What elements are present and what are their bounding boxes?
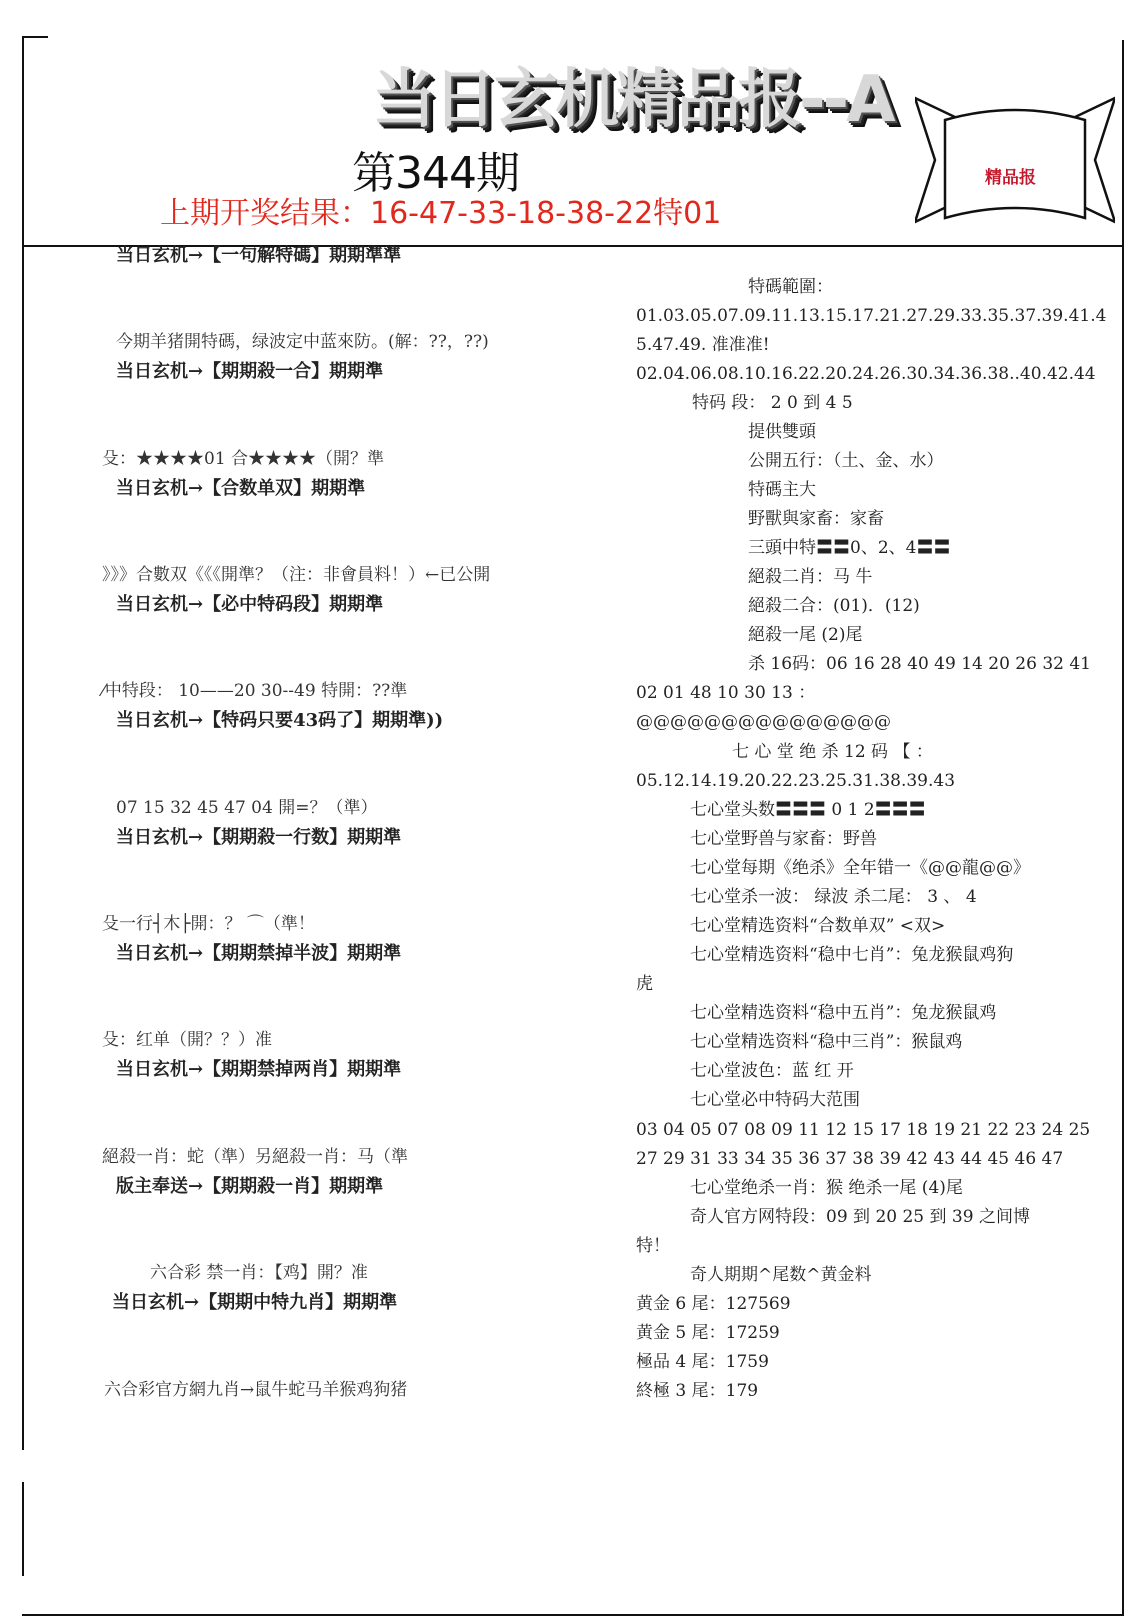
text-line: 絕殺一尾 (2)尾: [748, 625, 863, 645]
section-content: 六合彩官方網九肖→鼠牛蛇马羊猴鸡狗猪: [104, 1380, 408, 1400]
section-content: 》》》合數双《《《開準？（注：非會員料！）←已公開: [102, 565, 491, 585]
text-line: 提供雙頭: [748, 422, 816, 442]
banner-title: 当日玄机精品报--A: [372, 63, 893, 137]
text-line: 七心堂绝杀一肖：猴 绝杀一尾 (4)尾: [690, 1178, 963, 1198]
page-frame-gap: [18, 1450, 28, 1482]
text-line: 三頭中特〓〓0、2、4〓〓: [748, 538, 951, 558]
text-line: 虎: [636, 974, 653, 994]
section-heading: 当日玄机→【期期殺一行数】期期準: [116, 827, 402, 848]
text-line: 七心堂波色：蓝 红 开: [690, 1061, 854, 1081]
text-line: 03 04 05 07 08 09 11 12 15 17 18 19 21 22 23 24 25: [636, 1120, 1091, 1140]
text-line: 特！: [636, 1236, 670, 1256]
text-line: 野獸與家畜：家畜: [748, 509, 884, 529]
text-line: 七心堂杀一波： 绿波 杀二尾： 3 、 4: [690, 887, 977, 907]
section-heading: 当日玄机→【特码只要43码了】期期準)): [116, 710, 444, 731]
text-line: 特码 段： 2 0 到 4 5: [692, 393, 853, 413]
text-line: 七心堂精选资料“稳中三肖”：猴鼠鸡: [690, 1032, 963, 1052]
ribbon-icon: [915, 90, 1115, 230]
text-line: 02.04.06.08.10.16.22.20.24.26.30.34.36.38..40.42.44: [636, 364, 1096, 384]
section-heading: 当日玄机→【期期殺一合】期期準: [116, 361, 384, 382]
issue-number: 第344期: [352, 148, 519, 199]
text-line: 01.03.05.07.09.11.13.15.17.21.27.29.33.35.37.39.41.4: [636, 306, 1107, 326]
text-line: 5.47.49. 准准准!: [636, 335, 770, 355]
section-content: 07 15 32 45 47 04 開=？（準）: [116, 798, 378, 818]
section-content: 絕殺一肖：蛇（準）另絕殺一肖：马（準: [102, 1147, 408, 1167]
page-frame-left: [22, 36, 24, 1576]
text-line: 杀 16码：06 16 28 40 49 14 20 26 32 41: [748, 654, 1091, 674]
page-frame-bottom: [22, 1614, 1124, 1616]
section-heading: 当日玄机→【期期中特九肖】期期準: [112, 1292, 398, 1313]
text-line: 七心堂精选资料“稳中七肖”：兔龙猴鼠鸡狗: [690, 945, 1014, 965]
section-heading: 当日玄机→【期期禁掉半波】期期準: [116, 943, 402, 964]
text-line: 27 29 31 33 34 35 36 37 38 39 42 43 44 45 46 47: [636, 1149, 1064, 1169]
text-line: 絕殺二肖：马 牛: [748, 567, 873, 587]
text-line: 黄金 6 尾：127569: [636, 1294, 791, 1314]
text-line: 特碼主大: [748, 480, 816, 500]
ribbon-label: 精品报: [985, 168, 1036, 188]
page-frame-right: [1122, 40, 1124, 1615]
section-content: 殳：红单（開？？）准: [102, 1030, 272, 1050]
section-content: 殳一行┤木├開：？ ⌒（準！: [102, 914, 315, 934]
text-line: 七 心 堂 绝 杀 12 码 【 ：: [732, 742, 933, 762]
section-heading: 当日玄机→【一句解特碼】期期準準: [116, 245, 402, 266]
text-line: 七心堂头数〓〓〓 0 1 2〓〓〓: [690, 800, 926, 820]
section-content: 六合彩 禁一肖：【鸡】開？准: [150, 1263, 368, 1283]
section-content: 殳：★★★★01 合★★★★（開？準: [102, 449, 385, 469]
section-content: 今期羊猪開特碼，绿波定中蓝來防。(解：??，??): [116, 332, 489, 352]
text-line: 絕殺二合：(01)．(12): [748, 596, 920, 616]
text-line: 特碼範圍：: [748, 277, 833, 297]
section-heading: 当日玄机→【必中特码段】期期準: [116, 594, 384, 615]
text-line: 七心堂精选资料“合数单双” <双>: [690, 916, 946, 936]
text-line: 極品 4 尾：1759: [636, 1352, 769, 1372]
section-heading: 当日玄机→【期期禁掉两肖】期期準: [116, 1059, 402, 1080]
text-line: @@@@@@@@@@@@@@@: [636, 712, 891, 732]
text-line: 奇人官方网特段：09 到 20 25 到 39 之间博: [690, 1207, 1030, 1227]
text-line: 05.12.14.19.20.22.23.25.31.38.39.43: [636, 771, 956, 791]
text-line: 七心堂每期《绝杀》全年错一《@@龍@@》: [690, 858, 1030, 878]
text-line: 七心堂野兽与家畜：野兽: [690, 829, 877, 849]
section-heading: 当日玄机→【合数单双】期期準: [116, 478, 366, 499]
text-line: 奇人期期^尾数^黄金料: [690, 1265, 872, 1285]
section-heading: 版主奉送→【期期殺一肖】期期準: [116, 1176, 384, 1197]
last-result: 上期开奖结果：16-47-33-18-38-22特01: [160, 196, 722, 231]
text-line: 黄金 5 尾：17259: [636, 1323, 780, 1343]
text-line: 七心堂精选资料“稳中五肖”：兔龙猴鼠鸡: [690, 1003, 997, 1023]
section-content: ⁄中特段： 10——20 30--49 特開：??準: [102, 681, 408, 701]
text-line: 公開五行：（土、金、水）: [748, 451, 944, 471]
text-line: 02 01 48 10 30 13 ：: [636, 683, 816, 703]
page-frame-corner: [22, 36, 48, 38]
text-line: 七心堂必中特码大范围: [690, 1090, 860, 1110]
text-line: 終極 3 尾：179: [636, 1381, 759, 1401]
